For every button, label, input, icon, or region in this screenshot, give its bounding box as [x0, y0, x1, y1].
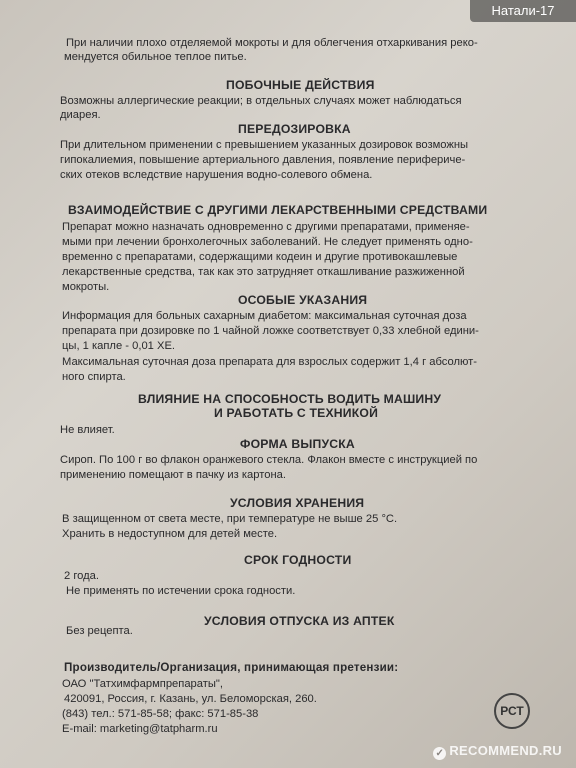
- interaction-line: мыми при лечении бронхолегочных заболеваний. Не следует применять одно-: [62, 236, 473, 248]
- interaction-line: лекарственные средства, так как это затрудняет откашливание разжиженной: [62, 266, 465, 278]
- shelf-life-heading: СРОК ГОДНОСТИ: [244, 553, 352, 567]
- recommend-logo-icon: ✓: [433, 747, 446, 760]
- user-name-badge: Натали-17: [470, 0, 576, 22]
- overdose-line: При длительном применении с превышением указанных дозировок возможны: [60, 139, 469, 151]
- side-effects-line: Возможны аллергические реакции; в отдельных случаях может наблюдаться: [60, 95, 462, 107]
- manufacturer-line: (843) тел.: 571-85-58; факс: 571-85-38: [62, 708, 259, 720]
- shelf-life-line: 2 года.: [64, 570, 99, 582]
- storage-heading: УСЛОВИЯ ХРАНЕНИЯ: [230, 496, 365, 510]
- interaction-line: Препарат можно назначать одновременно с другими препаратами, применяе-: [62, 221, 470, 233]
- manufacturer-line: 420091, Россия, г. Казань, ул. Беломорская, 260.: [64, 693, 317, 705]
- storage-line: Хранить в недоступном для детей месте.: [62, 528, 278, 540]
- watermark-text: RECOMMEND.RU: [449, 743, 562, 758]
- special-line: цы, 1 капле - 0,01 ХЕ.: [62, 340, 176, 352]
- driving-text: Не влияет.: [60, 424, 115, 436]
- interaction-line: мокроты.: [62, 281, 110, 293]
- special-line: Максимальная суточная доза препарата для взрослых содержит 1,4 г абсолют-: [62, 356, 477, 368]
- manufacturer-line: E-mail: marketing@tatpharm.ru: [62, 723, 218, 735]
- certification-mark-icon: [494, 693, 530, 729]
- side-effects-line: диарея.: [60, 109, 101, 121]
- overdose-heading: ПЕРЕДОЗИРОВКА: [238, 122, 351, 136]
- release-heading: ФОРМА ВЫПУСКА: [240, 437, 355, 451]
- certification-mark-text: РСТ: [500, 704, 524, 718]
- special-heading: ОСОБЫЕ УКАЗАНИЯ: [238, 293, 368, 307]
- storage-line: В защищенном от света месте, при температуре не выше 25 °С.: [62, 513, 398, 525]
- release-line: Сироп. По 100 г во флакон оранжевого стекла. Флакон вместе с инструкцией по: [60, 454, 478, 466]
- manufacturer-heading: Производитель/Организация, принимающая претензии:: [64, 661, 399, 674]
- driving-heading: ВЛИЯНИЕ НА СПОСОБНОСТЬ ВОДИТЬ МАШИНУ: [138, 392, 442, 406]
- side-effects-heading: ПОБОЧНЫЕ ДЕЙСТВИЯ: [226, 78, 375, 92]
- intro-line: При наличии плохо отделяемой мокроты и для облегчения отхаркивания реко-: [66, 37, 478, 49]
- interaction-line: временно с препаратами, содержащими кодеин и другие противокашлевые: [62, 251, 458, 263]
- dispense-text: Без рецепта.: [66, 625, 133, 637]
- overdose-line: ских отеков вследствие нарушения водно-солевого обмена.: [60, 169, 373, 181]
- overdose-line: гипокалиемия, повышение артериального давления, появление перифериче-: [60, 154, 466, 166]
- special-line: ного спирта.: [62, 371, 126, 383]
- special-line: Информация для больных сахарным диабетом: максимальная суточная доза: [62, 310, 467, 322]
- intro-line: мендуется обильное теплое питье.: [64, 51, 247, 63]
- release-line: применению помещают в пачку из картона.: [60, 469, 286, 481]
- driving-heading: И РАБОТАТЬ С ТЕХНИКОЙ: [214, 406, 379, 420]
- manufacturer-line: ОАО "Татхимфармпрепараты",: [62, 678, 223, 690]
- dispense-heading: УСЛОВИЯ ОТПУСКА ИЗ АПТЕК: [204, 614, 395, 628]
- shelf-life-line: Не применять по истечении срока годности.: [66, 585, 296, 597]
- watermark: [433, 743, 562, 760]
- special-line: препарата при дозировке по 1 чайной ложке соответствует 0,33 хлебной едини-: [62, 325, 479, 337]
- interaction-heading: ВЗАИМОДЕЙСТВИЕ С ДРУГИМИ ЛЕКАРСТВЕННЫМИ СРЕДСТВАМИ: [68, 203, 488, 217]
